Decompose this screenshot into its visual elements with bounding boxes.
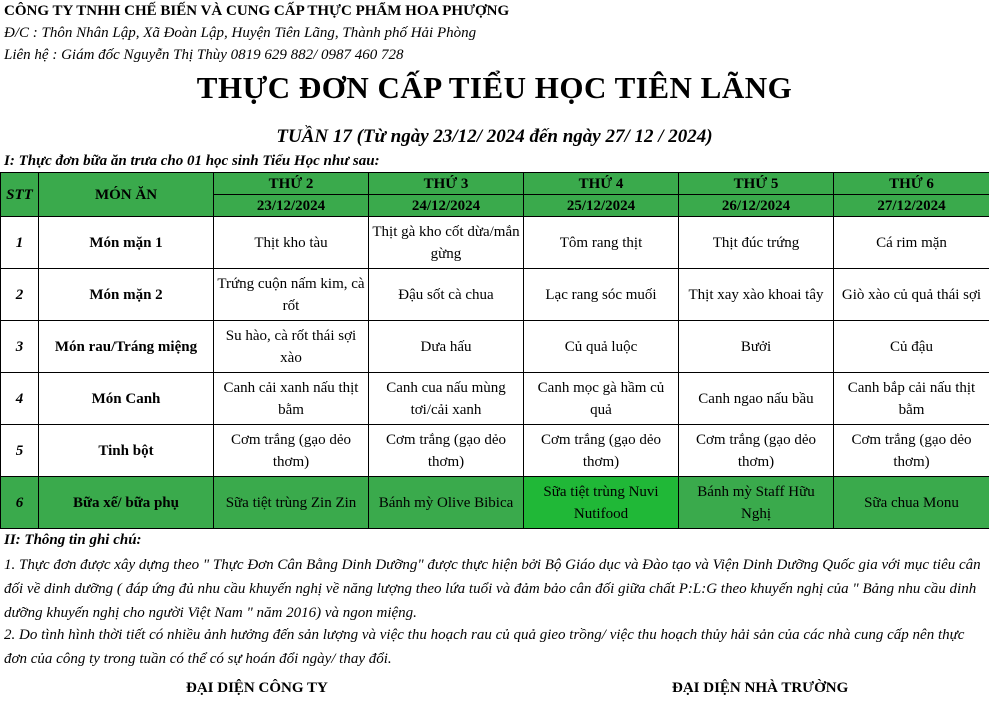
menu-table xyxy=(0,172,989,529)
dish-category: Món mặn 2 xyxy=(39,269,214,321)
day-header: THỨ 3 xyxy=(369,173,524,195)
note-1: 1. Thực đơn được xây dựng theo " Thực Đơn Cân Bằng Dinh Dưỡng" được thực hiện bởi Bộ Giáo dục và Đào tạo và Viện Dinh Dưỡng Quốc gia với mục tiêu cân đối về dinh dưỡng ( đáp ứng đủ nhu cầu khuyến nghị về năng lượng theo lứa tuổi và đảm bảo cân đối giữa chất P:L:G theo khuyến nghị của " Bảng nhu cầu dinh dưỡng khuyến nghị cho người Việt Nam " năm 2016) và ngon miệng. xyxy=(4,557,981,621)
menu-cell: Cá rim mặn xyxy=(834,217,989,269)
stt-header: STT xyxy=(1,173,39,217)
row-number: 3 xyxy=(1,321,39,373)
menu-cell: Canh ngao nấu bầu xyxy=(679,373,834,425)
menu-cell: Sữa chua Monu xyxy=(834,477,989,529)
menu-cell: Cơm trắng (gạo dẻo thơm) xyxy=(834,425,989,477)
row-number: 5 xyxy=(1,425,39,477)
section-2-heading: II: Thông tin ghi chú: xyxy=(4,532,142,548)
date-header: 24/12/2024 xyxy=(369,195,524,217)
row-number: 1 xyxy=(1,217,39,269)
date-header: 27/12/2024 xyxy=(834,195,989,217)
day-header: THỨ 6 xyxy=(834,173,989,195)
menu-cell: Củ quả luộc xyxy=(524,321,679,373)
note-2: 2. Do tình hình thời tiết có nhiều ảnh hưởng đến sản lượng và việc thu hoạch rau củ quả gieo trồng/ việc thu hoạch thủy hải sản của các nhà cung cấp nên thực đơn của công ty trong tuần có thể có sự hoán đổi ngày/ thay đổi. xyxy=(4,627,965,667)
menu-cell: Sữa tiệt trùng Zin Zin xyxy=(214,477,369,529)
company-address: Đ/C : Thôn Nhân Lập, Xã Đoàn Lập, Huyện Tiên Lãng, Thành phố Hải Phòng xyxy=(4,25,477,41)
date-header: 26/12/2024 xyxy=(679,195,834,217)
company-contact: Liên hệ : Giám đốc Nguyễn Thị Thùy 0819 629 882/ 0987 460 728 xyxy=(4,47,404,63)
menu-cell: Bánh mỳ Staff Hữu Nghị xyxy=(679,477,834,529)
document-title: THỰC ĐƠN CẤP TIỂU HỌC TIÊN LÃNG xyxy=(196,70,793,105)
menu-cell: Thịt gà kho cốt dừa/mắn gừng xyxy=(369,217,524,269)
menu-cell: Cơm trắng (gạo dẻo thơm) xyxy=(524,425,679,477)
menu-cell: Thịt đúc trứng xyxy=(679,217,834,269)
menu-cell: Su hào, cà rốt thái sợi xào xyxy=(214,321,369,373)
menu-cell: Cơm trắng (gạo dẻo thơm) xyxy=(679,425,834,477)
company-signature-label: ĐẠI DIỆN CÔNG TY xyxy=(186,680,328,696)
table-row xyxy=(1,425,989,477)
table-header-row xyxy=(1,173,989,195)
table-row xyxy=(1,373,989,425)
dish-category: Món rau/Tráng miệng xyxy=(39,321,214,373)
school-signature-label: ĐẠI DIỆN NHÀ TRƯỜNG xyxy=(672,680,849,696)
menu-cell: Canh mọc gà hầm củ quả xyxy=(524,373,679,425)
dish-category: Tinh bột xyxy=(39,425,214,477)
menu-cell: Bưởi xyxy=(679,321,834,373)
row-number: 4 xyxy=(1,373,39,425)
table-row xyxy=(1,477,989,529)
company-name: CÔNG TY TNHH CHẾ BIẾN VÀ CUNG CẤP THỰC PHẨM HOA PHƯỢNG xyxy=(4,3,510,19)
day-header: THỨ 4 xyxy=(524,173,679,195)
menu-cell: Cơm trắng (gạo dẻo thơm) xyxy=(369,425,524,477)
row-number: 6 xyxy=(1,477,39,529)
section-1-heading: I: Thực đơn bữa ăn trưa cho 01 học sinh Tiểu Học như sau: xyxy=(4,153,380,169)
table-row xyxy=(1,321,989,373)
dish-category: Bữa xế/ bữa phụ xyxy=(39,477,214,529)
menu-cell: Thịt xay xào khoai tây xyxy=(679,269,834,321)
menu-cell: Canh bắp cải nấu thịt bằm xyxy=(834,373,989,425)
row-number: 2 xyxy=(1,269,39,321)
menu-cell: Cơm trắng (gạo dẻo thơm) xyxy=(214,425,369,477)
dish-category: Món Canh xyxy=(39,373,214,425)
day-header: THỨ 2 xyxy=(214,173,369,195)
dish-header: MÓN ĂN xyxy=(39,173,214,217)
week-range: TUẦN 17 (Từ ngày 23/12/ 2024 đến ngày 27/ 12 / 2024) xyxy=(276,126,713,147)
menu-cell: Tôm rang thịt xyxy=(524,217,679,269)
menu-cell: Lạc rang sóc muối xyxy=(524,269,679,321)
menu-cell: Đậu sốt cà chua xyxy=(369,269,524,321)
menu-cell: Giò xào củ quả thái sợi xyxy=(834,269,989,321)
dish-category: Món mặn 1 xyxy=(39,217,214,269)
menu-cell: Sữa tiệt trùng Nuvi Nutifood xyxy=(524,477,679,529)
menu-cell: Trứng cuộn nấm kim, cà rốt xyxy=(214,269,369,321)
menu-cell: Củ đậu xyxy=(834,321,989,373)
table-row xyxy=(1,217,989,269)
menu-cell: Canh cua nấu mùng tơi/cải xanh xyxy=(369,373,524,425)
day-header: THỨ 5 xyxy=(679,173,834,195)
table-row xyxy=(1,269,989,321)
menu-cell: Thịt kho tàu xyxy=(214,217,369,269)
menu-cell: Bánh mỳ Olive Bibica xyxy=(369,477,524,529)
menu-cell: Canh cải xanh nấu thịt bằm xyxy=(214,373,369,425)
date-header: 23/12/2024 xyxy=(214,195,369,217)
date-header: 25/12/2024 xyxy=(524,195,679,217)
menu-cell: Dưa hấu xyxy=(369,321,524,373)
